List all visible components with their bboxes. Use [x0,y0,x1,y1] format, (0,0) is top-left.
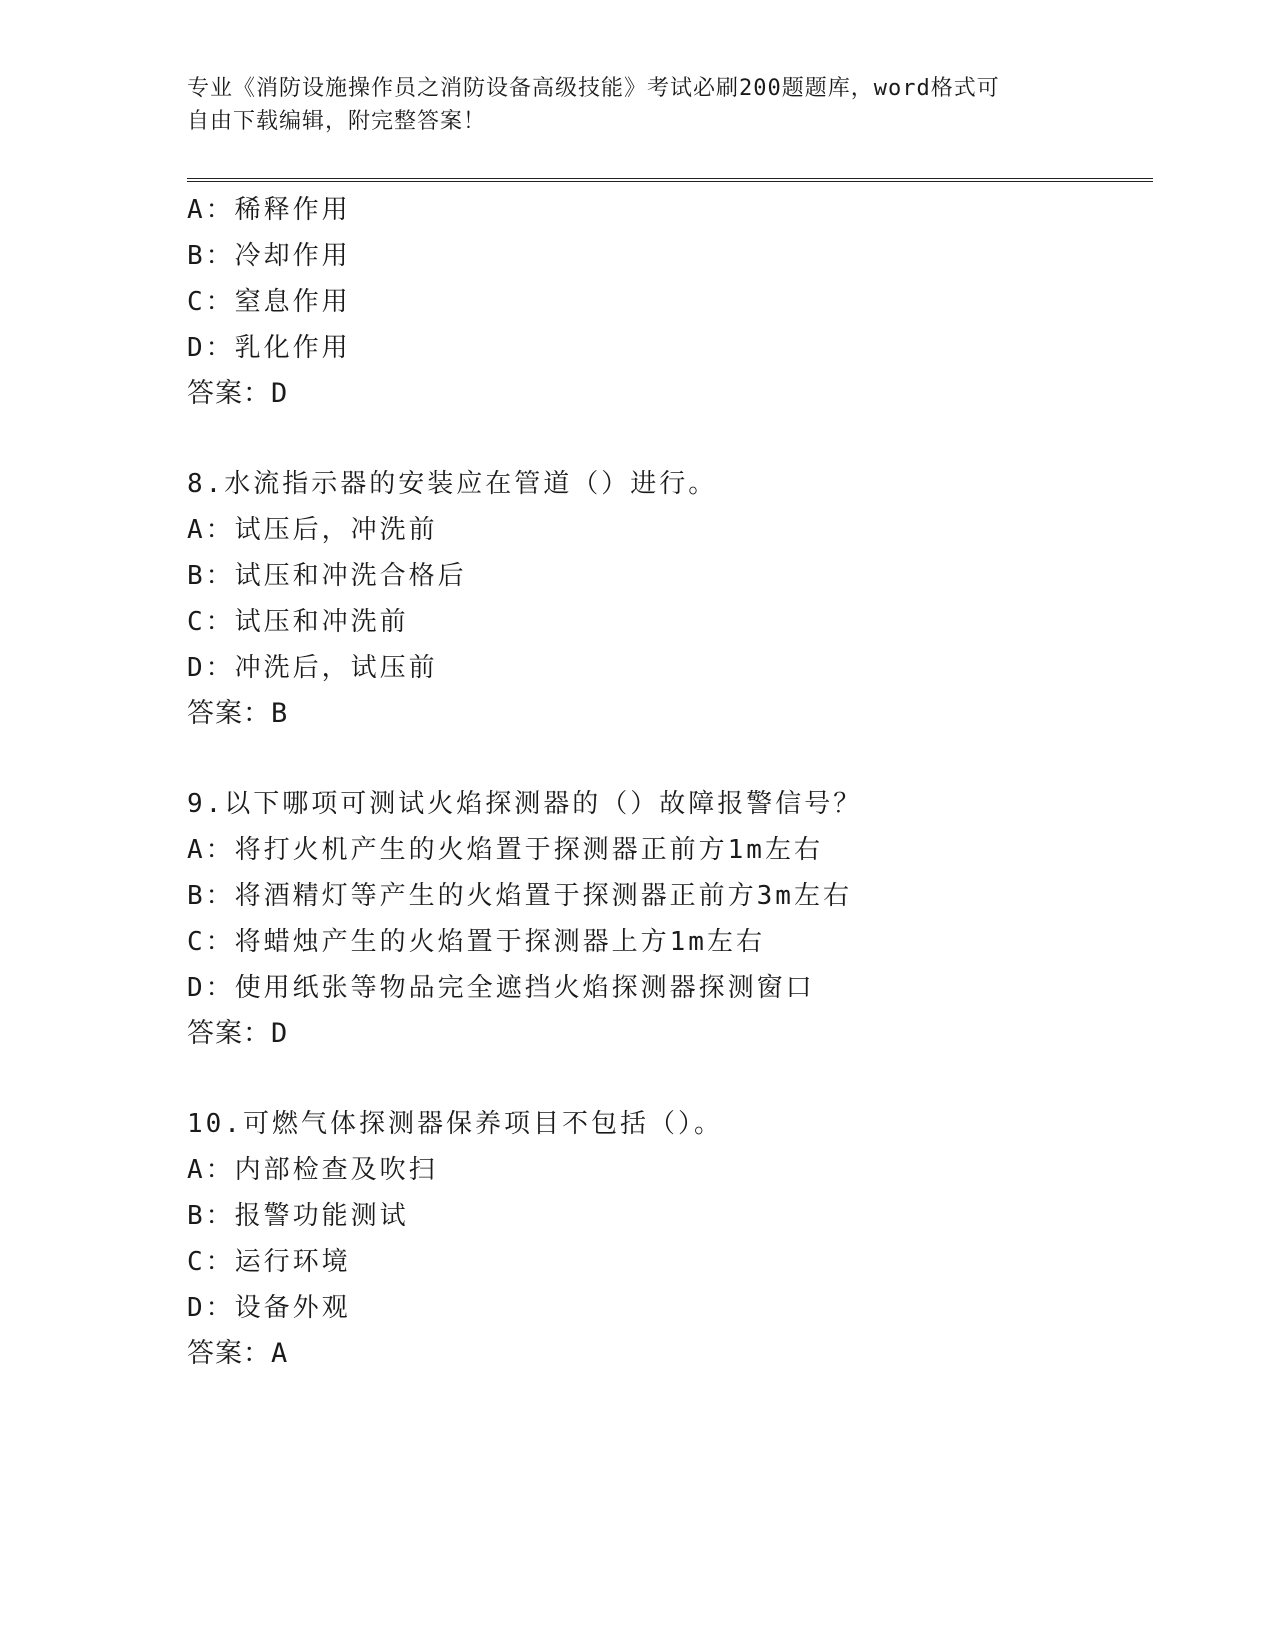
option-c: C：运行环境 [187,1247,351,1277]
question-text: 10.可燃气体探测器保养项目不包括（）。 [187,1109,723,1139]
header-line-1: 专业《消防设施操作员之消防设备高级技能》考试必刷200题题库，word格式可 [187,76,1000,101]
option-a: A：将打火机产生的火焰置于探测器正前方1m左右 [187,835,823,865]
question-list [187,187,1147,1377]
option-d: D：使用纸张等物品完全遮挡火焰探测器探测窗口 [187,973,815,1003]
question-text: 8.水流指示器的安装应在管道（）进行。 [187,469,718,499]
answer-line: 答案：D [187,378,289,409]
option-d: D：设备外观 [187,1293,351,1323]
document-header [187,72,1087,138]
option-c: C：将蜡烛产生的火焰置于探测器上方1m左右 [187,927,765,957]
option-a: A：稀释作用 [187,195,351,225]
option-a: A：内部检查及吹扫 [187,1155,438,1185]
question-block-10 [187,1101,1147,1377]
option-b: B：冷却作用 [187,241,351,271]
question-block-8 [187,461,1147,737]
option-d: D：乳化作用 [187,333,351,363]
option-a: A：试压后，冲洗前 [187,515,438,545]
answer-line: 答案：B [187,698,289,729]
answer-line: 答案：D [187,1018,289,1049]
question-block-7 [187,187,1147,417]
option-c: C：试压和冲洗前 [187,607,409,637]
option-b: B：将酒精灯等产生的火焰置于探测器正前方3m左右 [187,881,852,911]
answer-line: 答案：A [187,1338,289,1369]
option-b: B：报警功能测试 [187,1201,409,1231]
option-d: D：冲洗后，试压前 [187,653,438,683]
question-text: 9.以下哪项可测试火焰探测器的（）故障报警信号？ [187,789,863,819]
question-block-9 [187,781,1147,1057]
option-c: C：窒息作用 [187,287,351,317]
option-b: B：试压和冲洗合格后 [187,561,467,591]
header-divider [187,178,1153,182]
header-line-2: 自由下载编辑，附完整答案！ [187,109,487,134]
